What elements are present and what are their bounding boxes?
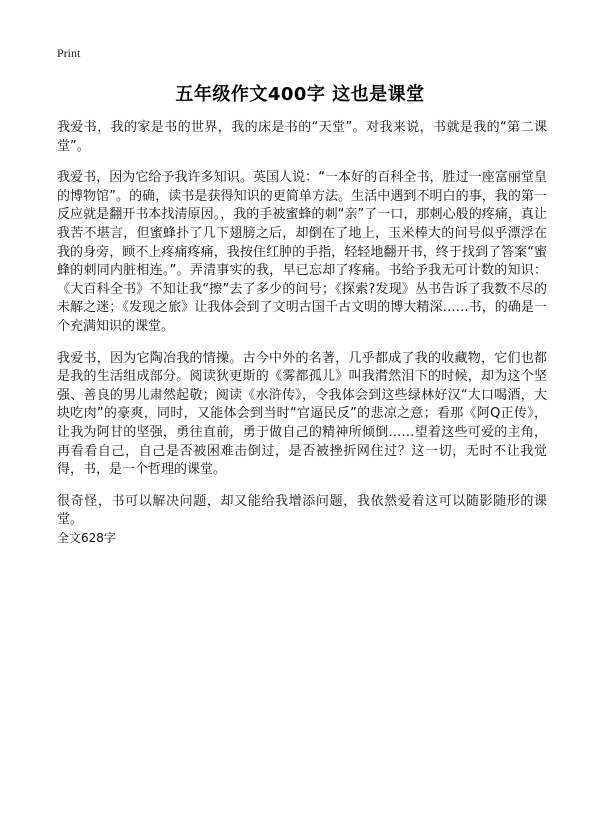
article-paragraph-4: 很奇怪，书可以解决问题，却又能给我增添问题，我依然爱着这可以随影随形的课堂。 — [57, 493, 547, 528]
article-paragraph-1: 我爱书，我的家是书的世界，我的床是书的“天堂”。对我来说，书就是我的“第二课堂”。 — [57, 120, 547, 154]
article-paragraph-2: 我爱书，因为它给予我许多知识。英国人说：“一本好的百科全书，胜过一座富丽堂皇的博物馆”。的确，读书是获得知识的更简单方法。生活中遇到不明白的事，我的第一反应就是翻开书本找清原因。，我的手被蜜蜂的刺“亲”了一口，那刺心般的疼痛，真让我苦不堪言，但蜜蜂扑了几下翅膀之后，却倒在了地上，玉米棒大的问号似乎漂浮在我的身旁，顾不上疼痛疼痛，我按住红肿的手指，轻轻地翻开书，终于找到了答案“蜜蜂的刺同内脏相连。”。弄清事实的我，早已忘却了疼痛。书给予我无可计数的知识：《大百科全书》不知让我“擦”去了多少的问号；《探索?发现》丛书告诉了我数不尽的未解之迷；《发现之旅》让我体会到了文明古国千古文明的博大精深……书，的确是一个充满知识的课堂。 — [57, 170, 547, 334]
article-body — [57, 119, 547, 543]
article-paragraph-3: 我爱书，因为它陶冶我的情操。古今中外的名著，几乎都成了我的收藏物，它们也都是我的生活组成部分。阅读狄更斯的《雾都孤儿》叫我潸然泪下的时候，却为这个坚强、善良的男儿肃然起敬；阅读《水浒传》，令我体会到这些绿林好汉“大口喝酒，大块吃肉”的豪爽，同时，又能体会到当时“官逼民反”的悲凉之意；看那《阿Q正传》，让我为阿甘的坚强，勇往直前，勇于做自己的精神所倾倒……望着这些可爱的主角，再看看自己，自己是否被困难击倒过，是否被挫折网住过？这一切，无时不让我觉得，书，是一个哲理的课堂。 — [57, 350, 547, 478]
word-count: 全文628字 — [57, 531, 116, 545]
article-title: 五年级作文400字 这也是课堂 — [175, 84, 425, 105]
print-link[interactable]: Print — [57, 46, 81, 60]
